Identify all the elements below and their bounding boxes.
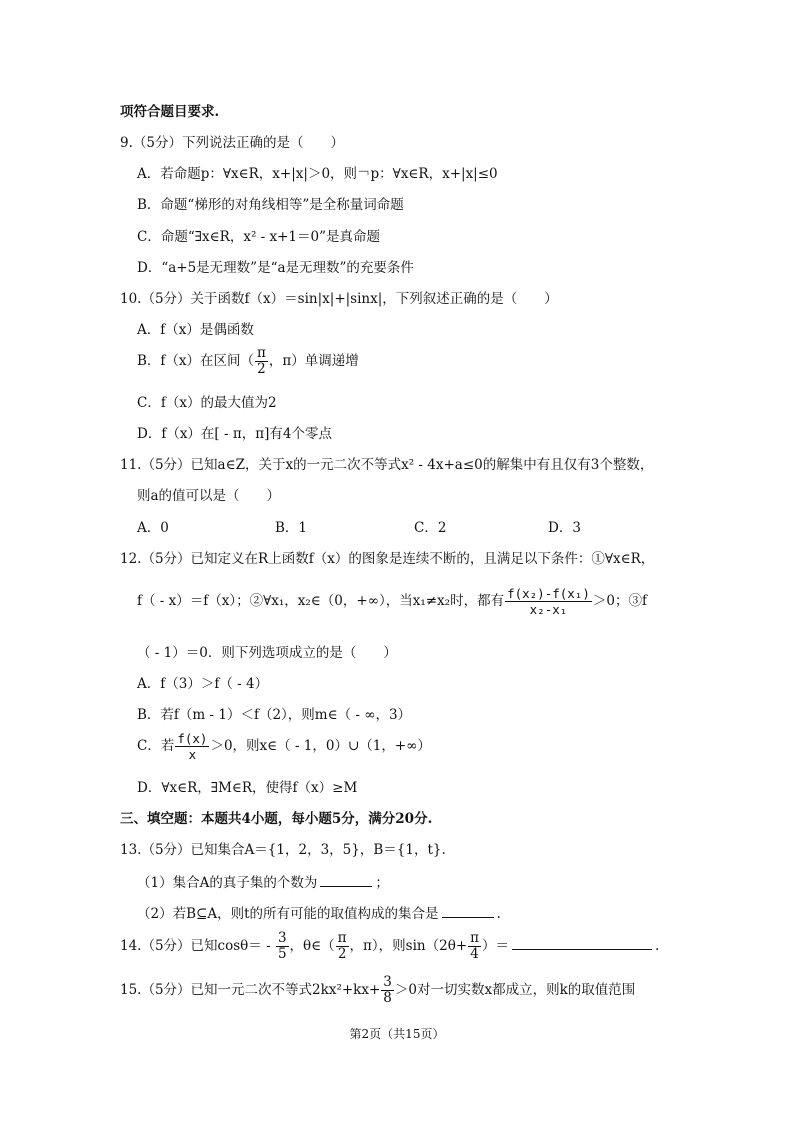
q10-b-num: π: [257, 345, 266, 361]
q15-post: ＞0对一切实数x都成立，则k的取值范围: [394, 982, 636, 998]
q15-pre: 15.（5分）已知一元二次不等式2kx²+kx+: [120, 982, 381, 998]
q12-c-den: x: [188, 747, 197, 762]
q9-stem: 9.（5分）下列说法正确的是（ ）: [120, 135, 344, 151]
q12-cond-den: x₂-x₁: [529, 602, 568, 617]
q11-option-a: A．0: [137, 520, 169, 536]
q13-part2-text: （2）若B⊆A，则t的所有可能的取值构成的集合是: [137, 906, 439, 922]
q14-fraction-3: [468, 931, 481, 962]
q13-part2-end: .: [496, 906, 501, 922]
q14-mid2: ，π），则sin（2θ+: [349, 938, 468, 954]
q9-option-a: A．若命题p：∀x∈R，x+|x|＞0，则￢p：∀x∈R，x+|x|≤0: [137, 166, 498, 182]
q14-post: ）＝: [482, 938, 510, 954]
q10-option-b: [137, 346, 359, 377]
q15-f-num: 3: [383, 974, 392, 990]
q10-option-d: D．f（x）在[ - π，π]有4个零点: [137, 426, 332, 442]
q11-option-d: D．3: [548, 520, 581, 536]
q12-option-a: A．f（3）＞f（ - 4）: [137, 676, 269, 692]
q12-cond-pre: f（ - x）＝f（x）；②∀x₁，x₂∈（0，+∞），当x₁≠x₂时，都有: [137, 593, 505, 609]
q12-cond-post: ＞0；③f: [592, 593, 647, 609]
q14-fraction-1: [276, 931, 289, 962]
q14-f1-den: 5: [277, 946, 287, 962]
q14-mid1: ，θ∈（: [289, 938, 335, 954]
q14-stem: [120, 931, 659, 962]
q10-b-fraction: [255, 346, 268, 377]
page-footer: 第2页（共15页）: [349, 1027, 445, 1041]
q15-stem: [120, 975, 635, 1006]
section-3-heading: 三、填空题：本题共4小题，每小题5分，满分20分.: [120, 811, 433, 827]
q13-part1-end: ；: [375, 875, 389, 891]
q14-f2-den: 2: [337, 946, 347, 962]
q9-option-b: B．命题“梯形的对角线相等”是全称量词命题: [137, 197, 404, 213]
q12-cond-num: f(x₂)-f(x₁): [507, 586, 590, 601]
q14-f1-num: 3: [277, 930, 287, 946]
q14-f3-den: 4: [470, 946, 479, 962]
q10-b-pre: B．f（x）在区间（: [137, 353, 255, 369]
q13-part1-text: （1）集合A的真子集的个数为: [137, 875, 318, 891]
q12-stem-line1: 12.（5分）已知定义在R上函数f（x）的图象是连续不断的，且满足以下条件：①∀x∈R，: [120, 551, 655, 567]
q14-fraction-2: [336, 931, 349, 962]
q12-c-post: ＞0，则x∈（ - 1，0）∪（1，+∞）: [210, 738, 431, 754]
q12-c-fraction: [175, 731, 209, 762]
q14-end: .: [655, 938, 660, 954]
q12-c-pre: C．若: [137, 738, 175, 754]
q11-option-b: B．1: [275, 520, 308, 536]
q13-part2: [137, 903, 501, 924]
q9-option-c: C．命题“∃x∈R，x² - x+1＝0”是真命题: [137, 229, 380, 245]
q14-answer-blank[interactable]: [512, 935, 652, 950]
q14-f3-num: π: [470, 930, 480, 946]
q10-b-den: 2: [257, 361, 266, 377]
q13-part2-answer-blank[interactable]: [442, 903, 494, 918]
q12-option-c: [137, 731, 431, 762]
q12-stem-line2: [137, 586, 647, 617]
section-intro: 项符合题目要求.: [120, 104, 220, 120]
q13-stem: 13.（5分）已知集合A＝{1，2，3，5}，B＝{1，t}.: [120, 842, 446, 858]
q13-part1: [137, 872, 389, 893]
q12-stem-line3: （ - 1）＝0．则下列选项成立的是（ ）: [137, 645, 397, 661]
q15-fraction: [381, 975, 394, 1006]
q11-stem-line1: 11.（5分）已知a∈Z，关于x的一元二次不等式x² - 4x+a≤0的解集中有且仅有3个整数，: [120, 457, 654, 473]
q10-b-post: ，π）单调递增: [268, 353, 359, 369]
q11-option-c: C．2: [414, 520, 447, 536]
q11-stem-line2: 则a的值可以是（ ）: [137, 488, 281, 504]
q9-option-d: D．“a+5是无理数”是“a是无理数”的充要条件: [137, 260, 414, 276]
q12-c-num: f(x): [177, 731, 208, 746]
q12-option-b: B．若f（m - 1）＜f（2），则m∈（ - ∞，3）: [137, 707, 412, 723]
q13-part1-answer-blank[interactable]: [320, 872, 372, 887]
q14-pre: 14.（5分）已知cosθ＝ -: [120, 938, 275, 954]
q10-stem: 10.（5分）关于函数f（x）＝sin|x|+|sinx|，下列叙述正确的是（ ）: [120, 291, 558, 307]
q10-option-a: A．f（x）是偶函数: [137, 322, 254, 338]
q10-option-c: C．f（x）的最大值为2: [137, 395, 277, 411]
q12-cond-fraction: [505, 586, 592, 617]
q15-f-den: 8: [383, 990, 392, 1006]
q12-option-d: D．∀x∈R，∃M∈R，使得f（x）≥M: [137, 780, 358, 796]
q14-f2-num: π: [337, 930, 347, 946]
